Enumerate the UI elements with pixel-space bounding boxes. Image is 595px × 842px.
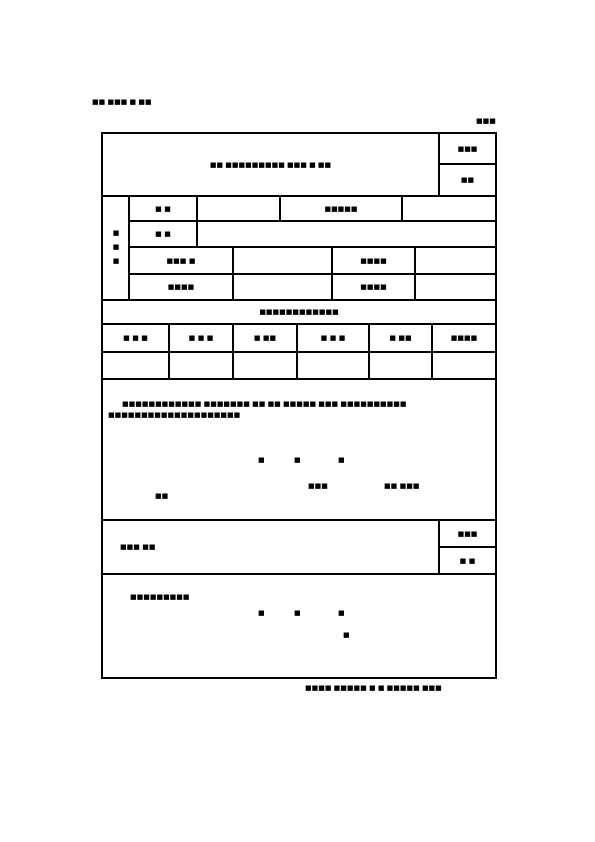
period-col: ■ ■ ■ xyxy=(123,334,148,342)
applicant-sign-label: ■■■ xyxy=(308,482,328,490)
statement-line-1: ■■■■■■■■■■■■ ■■■■■■■ ■■ ■■ ■■■■■ ■■■ ■■■■■■■■■■ xyxy=(122,400,407,408)
applicant-section-label: ■ ■ ■ xyxy=(112,229,120,265)
org-label: ■■■■ xyxy=(167,283,195,291)
page-note: ■■■ xyxy=(476,117,496,125)
email-label: ■■■■ xyxy=(360,256,387,265)
divider xyxy=(101,378,497,380)
divider xyxy=(401,196,403,221)
confirmation-date-day: ■ xyxy=(338,609,345,617)
divider xyxy=(101,351,497,353)
review-label: ■■■ ■■ xyxy=(120,543,156,551)
recipient: ■■ xyxy=(155,492,169,500)
approval-label: ■■■ xyxy=(457,144,478,153)
review-result-label: ■■■ xyxy=(457,529,478,538)
period-col: ■ ■■ xyxy=(253,334,277,342)
phone-label: ■■■ ■ xyxy=(166,256,196,265)
signature-label: ■■ ■■■ xyxy=(384,482,420,490)
period-header: ■■■■■■■■■■■■ xyxy=(259,308,339,316)
divider xyxy=(232,246,234,300)
id-label: ■■■■■ xyxy=(324,205,358,213)
position-label: ■■■■ xyxy=(360,283,387,291)
period-col: ■ ■ ■ xyxy=(320,334,346,342)
statement-date-year: ■ xyxy=(258,456,265,464)
period-col: ■ ■■ xyxy=(389,334,412,342)
confirmation-text: ■■■■■■■■■ xyxy=(130,593,190,601)
name-label: ■ ■ xyxy=(155,205,171,213)
period-col: ■■■■ xyxy=(450,334,478,342)
statement-date-month: ■ xyxy=(294,456,301,464)
confirmation-seal: ■ xyxy=(343,631,350,639)
statement-date-day: ■ xyxy=(338,456,345,464)
divider xyxy=(196,196,198,247)
confirmation-date-month: ■ xyxy=(294,609,301,617)
footer-note: ■■■■ ■■■■■ ■ ■ ■■■■■ ■■■ xyxy=(305,684,442,692)
statement-line-2: ■■■■■■■■■■■■■■■■■■■■ xyxy=(108,411,241,419)
form-number: ■■ ■■■ ■ ■■ xyxy=(92,98,152,106)
approval-value: ■■ xyxy=(460,176,475,184)
divider xyxy=(414,246,416,300)
confirmation-date-year: ■ xyxy=(258,609,265,617)
form-title: ■■ ■■■■■■■■■ ■■■ ■ ■■ xyxy=(209,160,332,169)
address-label: ■ ■ xyxy=(155,230,171,238)
review-result-value: ■ ■ xyxy=(459,556,476,565)
period-col: ■ ■ ■ xyxy=(188,334,214,342)
